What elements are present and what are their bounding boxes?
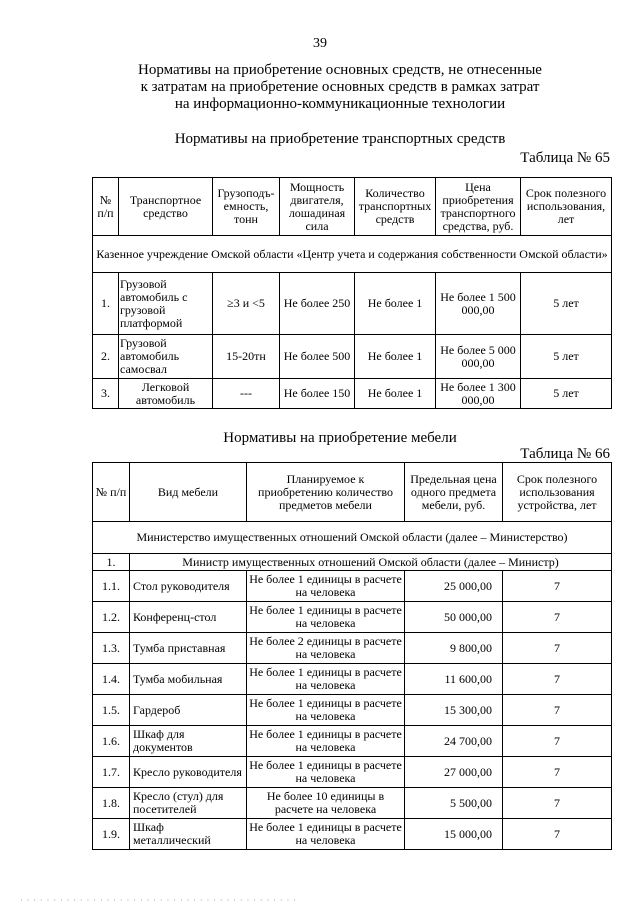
table-row [93, 726, 612, 757]
table-group-row [93, 236, 612, 273]
table-cell: 1.6. [93, 726, 130, 757]
table-cell: 15 300,00 [405, 695, 503, 726]
table-cell: 7 [503, 819, 612, 850]
table-cell: Не более 150 [280, 379, 355, 409]
header-cell: Срок полезного использования устройства, лет [503, 463, 612, 522]
table-cell: 1.3. [93, 633, 130, 664]
header-cell: Вид мебели [130, 463, 247, 522]
table-cell: Не более 5 000 000,00 [436, 335, 521, 379]
transport-norms-table [92, 177, 612, 409]
table-cell: 9 800,00 [405, 633, 503, 664]
table-cell: Не более 10 единицы в расчете на человека [247, 788, 405, 819]
table-cell: Легковой автомобиль [119, 379, 213, 409]
header-cell: Срок полезного использования, лет [521, 178, 612, 236]
table-cell: 7 [503, 633, 612, 664]
table-cell: Грузовой автомобиль с грузовой платформой [119, 273, 213, 335]
table-row [93, 757, 612, 788]
table-row [93, 819, 612, 850]
table-cell: 27 000,00 [405, 757, 503, 788]
table-cell: Не более 250 [280, 273, 355, 335]
table-cell: Стол руководителя [130, 571, 247, 602]
table-cell: Не более 1 единицы в расчете на человека [247, 571, 405, 602]
table-cell: 1.9. [93, 819, 130, 850]
table-cell: Не более 2 единицы в расчете на человека [247, 633, 405, 664]
table-cell: Не более 1 единицы в расчете на человека [247, 664, 405, 695]
table-row [93, 335, 612, 379]
table-cell: Кресло руководителя [130, 757, 247, 788]
table-subgroup-row [93, 554, 612, 571]
table-cell: Не более 1 единицы в расчете на человека [247, 819, 405, 850]
subgroup-cell: Министр имущественных отношений Омской области (далее – Министр) [130, 554, 612, 571]
table-cell: 5 500,00 [405, 788, 503, 819]
table-cell: Кресло (стул) для посетителей [130, 788, 247, 819]
furniture-section-title: Нормативы на приобретение мебели [223, 430, 457, 446]
table-cell: --- [213, 379, 280, 409]
table-cell: 3. [93, 379, 119, 409]
table-header-row [93, 178, 612, 236]
table-cell: 1.1. [93, 571, 130, 602]
table-cell: Шкаф для документов [130, 726, 247, 757]
table-cell: Не более 1 единицы в расчете на человека [247, 695, 405, 726]
table-cell: Гардероб [130, 695, 247, 726]
table-cell: Не более 1 единицы в расчете на человека [247, 726, 405, 757]
table-cell: Не более 1 [355, 273, 436, 335]
table-cell: 7 [503, 664, 612, 695]
table-cell: Не более 1 [355, 335, 436, 379]
table-row [93, 273, 612, 335]
header-cell: № п/п [93, 178, 119, 236]
table-cell: 7 [503, 695, 612, 726]
header-cell: Цена приобретения транспортного средства, руб. [436, 178, 521, 236]
furniture-norms-table [92, 462, 612, 850]
header-cell: Грузоподъ-емность, тонн [213, 178, 280, 236]
main-title-line: на информационно-коммуникационные технологии [174, 96, 506, 112]
main-title-line: Нормативы на приобретение основных средств, не отнесенные [138, 62, 542, 78]
table-cell: Шкаф металлический [130, 819, 247, 850]
table-cell: 15 000,00 [405, 819, 503, 850]
table-cell: 7 [503, 602, 612, 633]
table-cell: Не более 1 300 000,00 [436, 379, 521, 409]
main-title [60, 62, 620, 113]
table-cell: 11 600,00 [405, 664, 503, 695]
table-cell: Не более 1 единицы в расчете на человека [247, 757, 405, 788]
table-66-label: Таблица № 66 [520, 446, 610, 462]
table-cell: 5 лет [521, 273, 612, 335]
table-cell: Не более 1 единицы в расчете на человека [247, 602, 405, 633]
table-cell: 50 000,00 [405, 602, 503, 633]
table-cell: 5 лет [521, 335, 612, 379]
table-cell: 5 лет [521, 379, 612, 409]
table-cell: Не более 1 [355, 379, 436, 409]
table-65-label: Таблица № 65 [520, 150, 610, 166]
header-cell: Мощность двигателя, лошадиная сила [280, 178, 355, 236]
table-cell: 15-20тн [213, 335, 280, 379]
header-cell: Предельная цена одного предмета мебели, руб. [405, 463, 503, 522]
table-cell: 7 [503, 757, 612, 788]
table-cell: 1.8. [93, 788, 130, 819]
table-cell: 24 700,00 [405, 726, 503, 757]
table-row [93, 571, 612, 602]
main-title-line: к затратам на приобретение основных средств в рамках затрат [140, 79, 540, 95]
table-cell: 1.7. [93, 757, 130, 788]
page-number: 39 [313, 36, 327, 51]
table-row [93, 633, 612, 664]
table-cell: 7 [503, 571, 612, 602]
table-row [93, 788, 612, 819]
header-cell: Транспортное средство [119, 178, 213, 236]
table-cell: 2. [93, 335, 119, 379]
table-row [93, 379, 612, 409]
table-cell: Тумба мобильная [130, 664, 247, 695]
table-cell: 7 [503, 788, 612, 819]
table-cell: Тумба приставная [130, 633, 247, 664]
table-cell: 1.2. [93, 602, 130, 633]
table-cell: Не более 1 500 000,00 [436, 273, 521, 335]
table-cell: 1. [93, 273, 119, 335]
header-cell: № п/п [93, 463, 130, 522]
table-cell: 25 000,00 [405, 571, 503, 602]
table-cell: 7 [503, 726, 612, 757]
table-cell: Грузовой автомобиль самосвал [119, 335, 213, 379]
header-cell: Количество транспортных средств [355, 178, 436, 236]
table-cell: ≥3 и <5 [213, 273, 280, 335]
table-cell: Не более 500 [280, 335, 355, 379]
table-cell: Конференц-стол [130, 602, 247, 633]
scan-artifact-dots: · · · · · · · · · · · · · · · · · · · · · · · · · · · · · · · · · · · · · · · · · · [20, 896, 297, 905]
header-cell: Планируемое к приобретению количество предметов мебели [247, 463, 405, 522]
table-cell: 1. [93, 554, 130, 571]
table-row [93, 602, 612, 633]
table-row [93, 664, 612, 695]
table-row [93, 695, 612, 726]
table-cell: 1.4. [93, 664, 130, 695]
group-cell: Казенное учреждение Омской области «Центр учета и содержания собственности Омской области» [93, 236, 612, 273]
table-header-row [93, 463, 612, 522]
group-cell: Министерство имущественных отношений Омской области (далее – Министерство) [93, 522, 612, 554]
transport-section-title: Нормативы на приобретение транспортных средств [174, 131, 506, 147]
table-cell: 1.5. [93, 695, 130, 726]
table-group-row [93, 522, 612, 554]
